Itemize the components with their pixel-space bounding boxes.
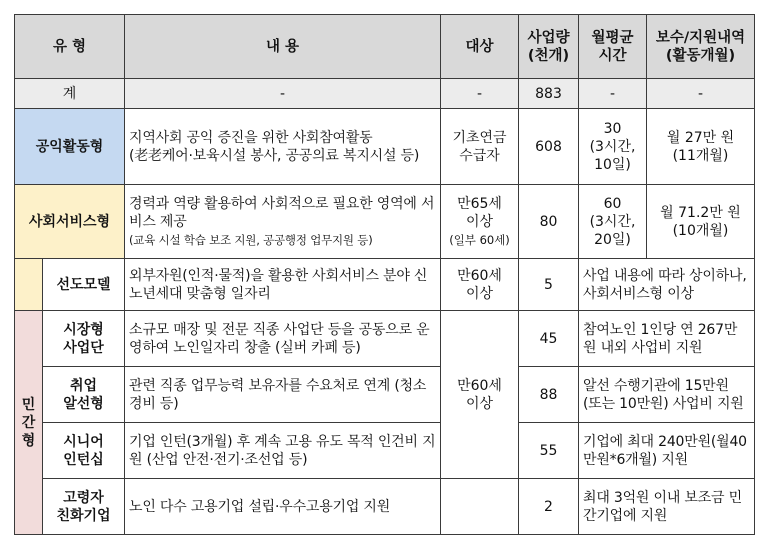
private-content-placement: 관련 직종 업무능력 보유자를 수요처로 연계 (청소경비 등)	[125, 367, 441, 423]
private-content-market: 소규모 매장 및 전문 직종 사업단 등을 공동으로 운영하여 노인일자리 창출 (실버 카페 등)	[125, 311, 441, 367]
total-volume: 883	[519, 79, 579, 109]
public-activity-content: 지역사회 공익 증진을 위한 사회참여활동 (老老케어·보육시설 봉사, 공공의료 복지시설 등)	[125, 109, 441, 185]
private-volume-friendly-company: 2	[519, 479, 579, 535]
social-service-row	[15, 185, 755, 259]
total-content: -	[125, 79, 441, 109]
header-content: 내 용	[125, 15, 441, 79]
private-volume-market: 45	[519, 311, 579, 367]
social-service-content-main: 경력과 역량 활용하여 사회적으로 필요한 영역에 서비스 제공	[129, 195, 435, 230]
private-row-placement	[15, 367, 755, 423]
private-type-placement: 취업 알선형	[43, 367, 125, 423]
public-activity-pay: 월 27만 원 (11개월)	[647, 109, 755, 185]
private-target: 만60세 이상	[441, 311, 519, 479]
private-pay-friendly-company: 최대 3억원 이내 보조금 민간기업에 지원	[579, 479, 755, 535]
social-service-type: 사회서비스형	[15, 185, 125, 259]
total-pay: -	[647, 79, 755, 109]
header-type: 유 형	[15, 15, 125, 79]
social-service-content	[125, 185, 441, 259]
social-service-hours: 60 (3시간, 20일)	[579, 185, 647, 259]
private-content-friendly-company: 노인 다수 고용기업 설립·우수고용기업 지원	[125, 479, 441, 535]
header-monthly-hours: 월평균 시간	[579, 15, 647, 79]
header-volume: 사업량 (천개)	[519, 15, 579, 79]
social-service-target-note: (일부 60세)	[449, 232, 510, 247]
public-activity-row	[15, 109, 755, 185]
social-service-pay: 월 71.2만 원 (10개월)	[647, 185, 755, 259]
pilot-model-content: 외부자원(인적·물적)을 활용한 사회서비스 분야 신노년세대 맞춤형 일자리	[125, 259, 441, 311]
private-pay-placement: 알선 수행기관에 15만원 (또는 10만원) 사업비 지원	[579, 367, 755, 423]
private-volume-internship: 55	[519, 423, 579, 479]
public-activity-type: 공익활동형	[15, 109, 125, 185]
public-activity-hours: 30 (3시간, 10일)	[579, 109, 647, 185]
total-row	[15, 79, 755, 109]
private-type-market: 시장형 사업단	[43, 311, 125, 367]
private-pay-market: 참여노인 1인당 연 267만원 내외 사업비 지원	[579, 311, 755, 367]
header-row	[15, 15, 755, 79]
private-row-market	[15, 311, 755, 367]
private-volume-placement: 88	[519, 367, 579, 423]
private-row-internship	[15, 423, 755, 479]
total-hours: -	[579, 79, 647, 109]
private-type-internship: 시니어 인턴십	[43, 423, 125, 479]
private-pay-internship: 기업에 최대 240만원(월40만원*6개월) 지원	[579, 423, 755, 479]
pilot-model-type: 선도모델	[43, 259, 125, 311]
social-service-target	[441, 185, 519, 259]
pilot-model-volume: 5	[519, 259, 579, 311]
pilot-model-pay: 사업 내용에 따라 상이하나, 사회서비스형 이상	[579, 259, 755, 311]
private-type-friendly-company: 고령자 친화기업	[43, 479, 125, 535]
social-service-volume: 80	[519, 185, 579, 259]
social-service-target-main: 만65세 이상	[457, 195, 502, 230]
header-pay: 보수/지원내역 (활동개월)	[647, 15, 755, 79]
public-activity-target: 기초연금 수급자	[441, 109, 519, 185]
total-label: 계	[15, 79, 125, 109]
private-target-spacer	[441, 479, 519, 535]
pilot-model-row	[15, 259, 755, 311]
total-target: -	[441, 79, 519, 109]
header-target: 대상	[441, 15, 519, 79]
senior-jobs-table	[14, 14, 755, 535]
public-activity-volume: 608	[519, 109, 579, 185]
pilot-model-spacer	[15, 259, 43, 311]
pilot-model-target: 만60세 이상	[441, 259, 519, 311]
private-row-friendly-company	[15, 479, 755, 535]
private-content-internship: 기업 인턴(3개월) 후 계속 고용 유도 목적 인건비 지원 (산업 안전·전기·조선업 등)	[125, 423, 441, 479]
social-service-content-note: (교육 시설 학습 보조 지원, 공공행정 업무지원 등)	[129, 232, 373, 247]
private-group-label: 민 간 형	[15, 311, 43, 535]
